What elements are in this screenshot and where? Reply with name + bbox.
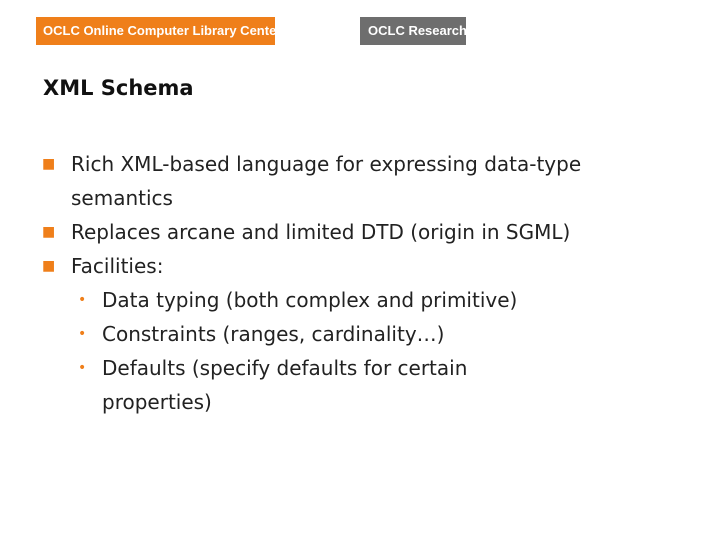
sub-bullet-item: [42, 283, 692, 317]
bullet-text: Replaces arcane and limited DTD (origin in SGML): [71, 220, 571, 244]
bullet-text: Rich XML-based language for expressing data-type semantics: [71, 152, 582, 210]
bullet-text: Facilities:: [71, 254, 164, 278]
bullet-item: [42, 215, 692, 249]
sub-bullet-text: Constraints (ranges, cardinality…): [102, 322, 445, 346]
bullet-item: [42, 147, 661, 215]
sub-bullet-item: [42, 317, 692, 351]
bullet-list: [42, 147, 692, 419]
oclc-research-badge: OCLC Research: [360, 17, 466, 45]
sub-bullet-text: Defaults (specify defaults for certain properties): [102, 356, 468, 414]
dot-bullet-icon: •: [78, 292, 87, 308]
sub-bullet-text: Data typing (both complex and primitive): [102, 288, 518, 312]
oclc-logo-badge: OCLC Online Computer Library Center: [36, 17, 275, 45]
dot-bullet-icon: •: [78, 326, 87, 342]
bullet-item: [42, 249, 692, 283]
dot-bullet-icon: •: [78, 360, 87, 376]
square-bullet-icon: ■: [42, 224, 56, 240]
square-bullet-icon: ■: [42, 258, 56, 274]
slide-title: XML Schema: [43, 76, 194, 100]
square-bullet-icon: ■: [42, 156, 56, 172]
sub-bullet-item: [42, 351, 572, 419]
